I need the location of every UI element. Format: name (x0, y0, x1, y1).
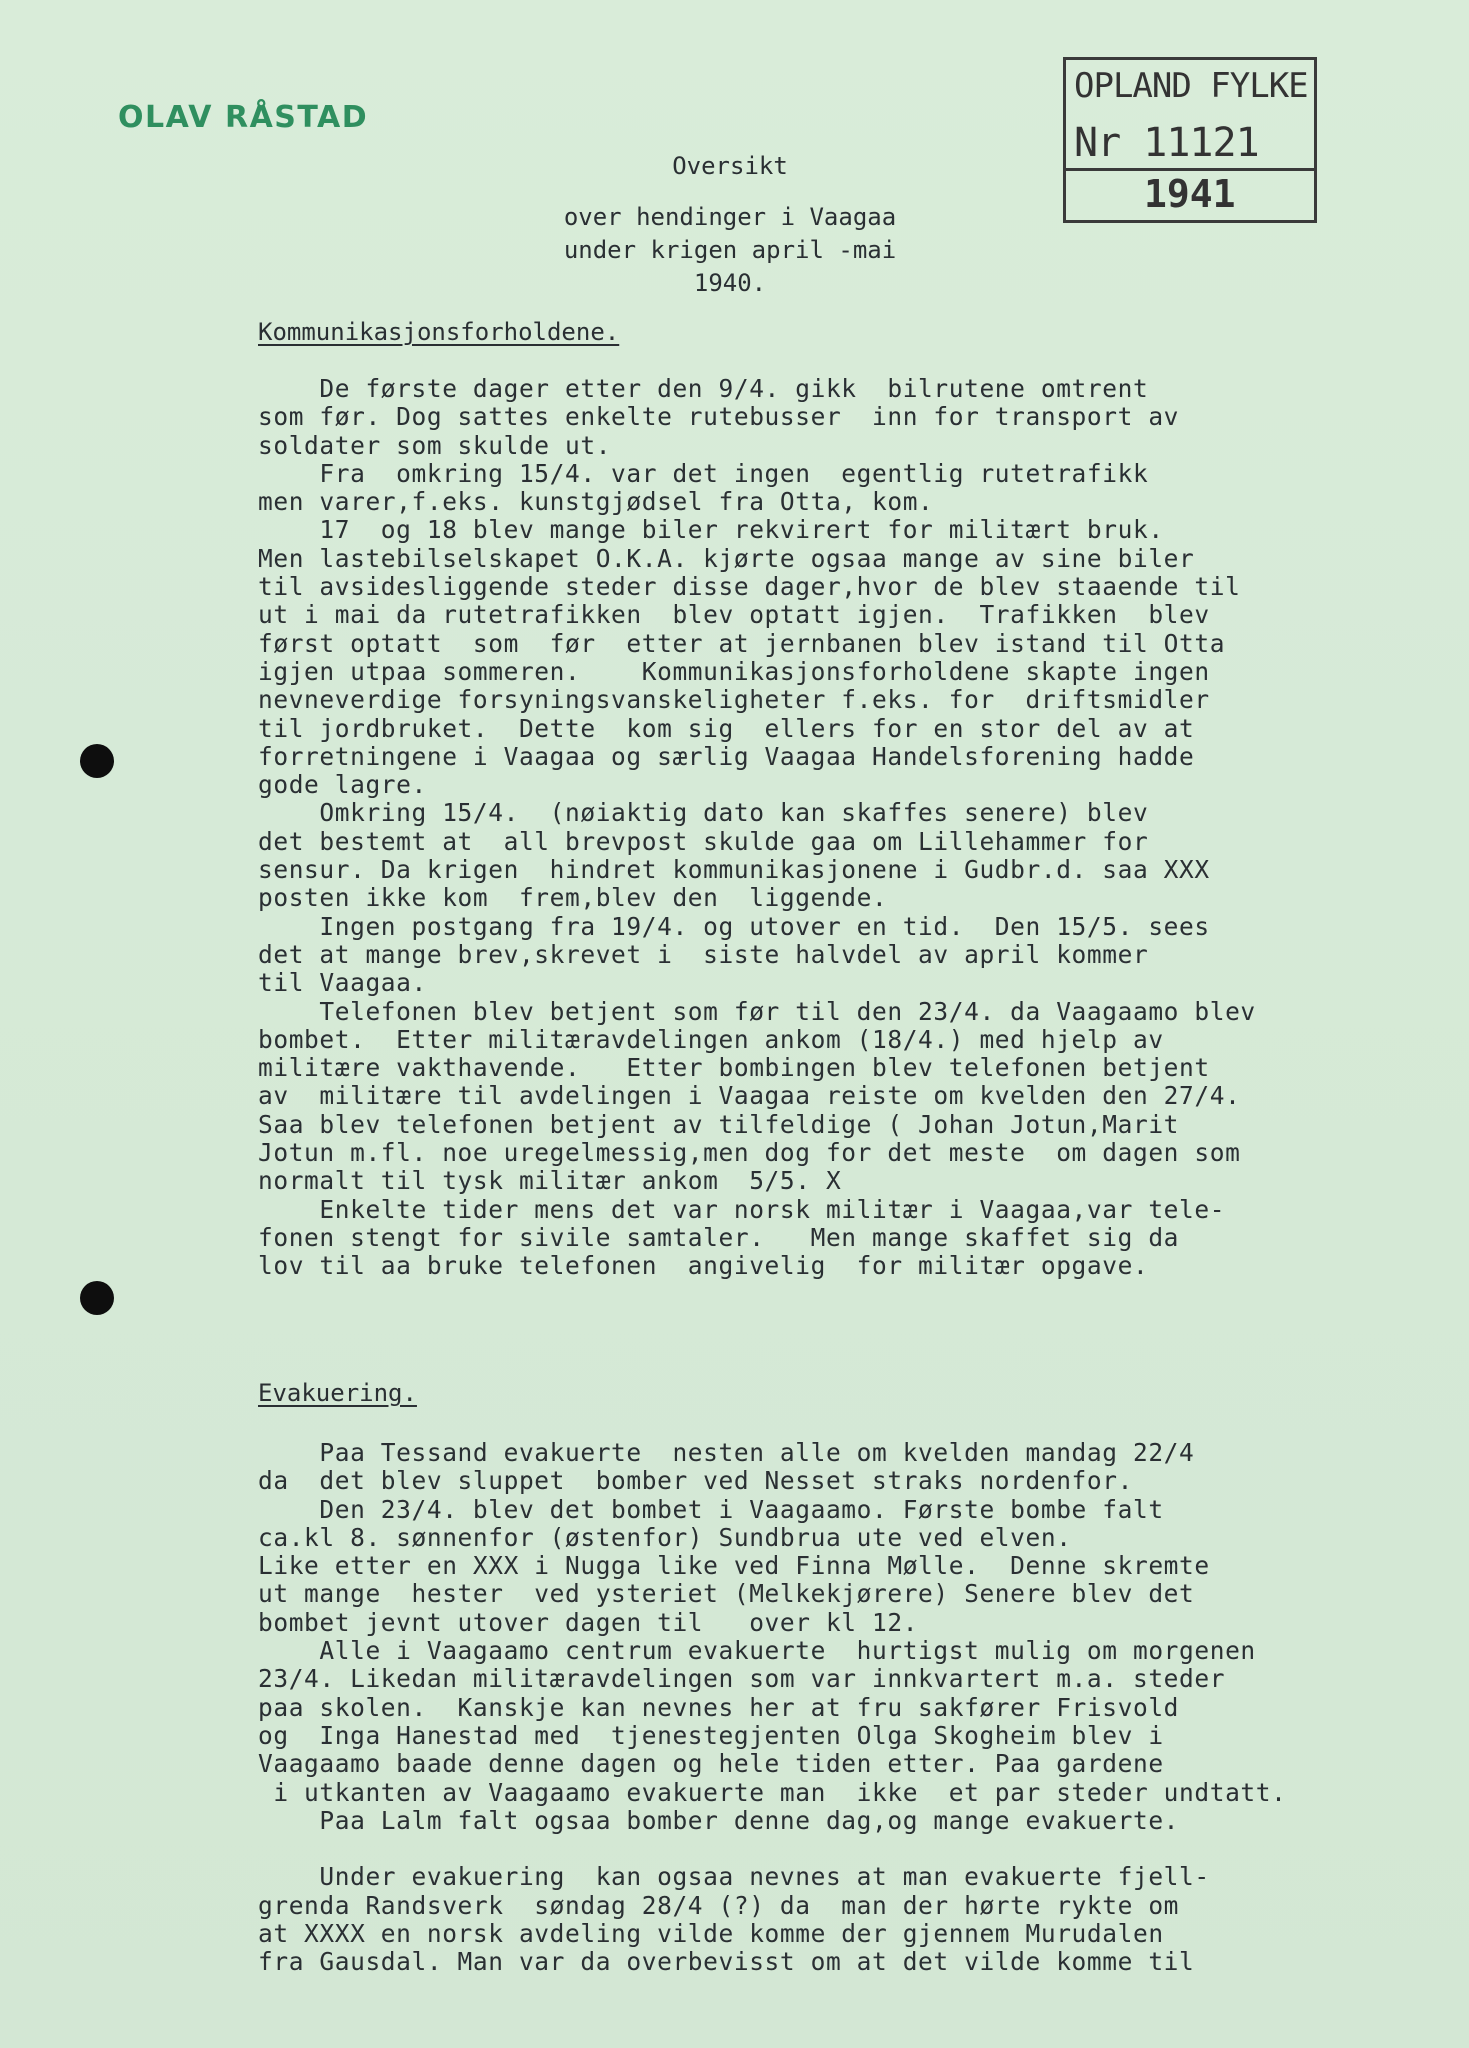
text-line: og Inga Hanestad med tjenestegjenten Olga Skogheim blev i (258, 1720, 1164, 1750)
text-line: nevneverdige forsyningsvanskeligheter f.eks. for driftsmidler (258, 685, 1210, 715)
title-line: over hendinger i Vaagaa (563, 203, 897, 231)
text-line: Paa Tessand evakuerte nesten alle om kvelden mandag 22/4 (258, 1438, 1195, 1467)
binder-hole-bottom (80, 1281, 114, 1315)
binder-hole-top (80, 744, 114, 778)
text-line: Vaagaamo baade denne dagen og hele tiden etter. Paa gardene (258, 1749, 1164, 1779)
text-line: ca.kl 8. sønnenfor (østenfor) Sundbrua ute ved elven. (258, 1522, 1072, 1552)
text-line: det at mange brev,skrevet i siste halvdel av april kommer (258, 939, 1149, 969)
text-line: i utkanten av Vaagaamo evakuerte man ikke et par steder undtatt. (258, 1777, 1287, 1807)
text-line: forretningene i Vaagaa og særlig Vaagaa Handelsforening hadde (258, 741, 1195, 771)
text-line: ut mange hester ved ysteriet (Melkekjørere) Senere blev det (258, 1579, 1195, 1609)
text-line: militære vakthavende. Etter bombingen blev telefonen betjent (258, 1053, 1210, 1083)
stamp-office: OPLAND FYLKE (1074, 66, 1308, 106)
text-line: grenda Randsverk søndag 28/4 (?) da man der hørte rykte om (258, 1890, 1180, 1920)
text-line: Telefonen blev betjent som før til den 23/4. da Vaagaamo blev (258, 996, 1256, 1026)
text-line: fra Gausdal. Man var da overbevisst om at det vilde komme til (258, 1947, 1195, 1977)
stamp-number: Nr 11121 (1074, 120, 1259, 166)
text-line: paa skolen. Kanskje kan nevnes her at fru sakfører Frisvold (258, 1692, 1180, 1722)
text-line: Men lastebilselskapet O.K.A. kjørte ogsaa mange av sine biler (258, 543, 1195, 573)
text-line: gode lagre. (258, 770, 427, 800)
text-line: det bestemt at all brevpost skulde gaa om Lillehammer for (258, 826, 1149, 856)
text-line: De første dager etter den 9/4. gikk bilrutene omtrent (258, 374, 1149, 403)
text-line: Paa Lalm falt ogsaa bomber denne dag,og mange evakuerte. (258, 1805, 1180, 1835)
text-line: 23/4. Likedan militæravdelingen som var innkvartert m.a. steder (258, 1664, 1226, 1694)
document-title (520, 150, 940, 300)
text-line: men varer,f.eks. kunstgjødsel fra Otta, kom. (258, 487, 934, 517)
text-line: ut i mai da rutetrafikken blev optatt igjen. Trafikken blev (258, 600, 1210, 630)
text-line: Alle i Vaagaamo centrum evakuerte hurtigst mulig om morgenen (258, 1636, 1256, 1666)
text-line: Jotun m.fl. noe uregelmessig,men dog for det meste om dagen som (258, 1138, 1241, 1168)
text-line: bombet jevnt utover dagen til over kl 12. (258, 1607, 919, 1637)
text-line: 17 og 18 blev mange biler rekvirert for militært bruk. (258, 515, 1164, 545)
text-line: Den 23/4. blev det bombet i Vaagaamo. Første bombe falt (258, 1494, 1164, 1524)
text-line: Saa blev telefonen betjent av tilfeldige ( Johan Jotun,Marit (258, 1109, 1180, 1139)
text-line: posten ikke kom frem,blev den liggende. (258, 883, 888, 913)
archive-stamp (1063, 57, 1317, 223)
text-line: til Vaagaa. (258, 968, 427, 998)
text-line: Like etter en XXX i Nugga like ved Finna Mølle. Denne skremte (258, 1551, 1210, 1581)
text-line: først optatt som før etter at jernbanen blev istand til Otta (258, 628, 1226, 658)
text-line: til avsidesliggende steder disse dager,hvor de blev staaende til (258, 572, 1241, 602)
section-heading-communication: Kommunikasjonsforholdene. (258, 318, 620, 346)
text-line: at XXXX en norsk avdeling vilde komme der gjennem Murudalen (258, 1919, 1164, 1949)
stamp-year: 1941 (1144, 172, 1236, 216)
section-body-communication (258, 375, 1256, 1281)
text-line: Ingen postgang fra 19/4. og utover en tid. Den 15/5. sees (258, 911, 1210, 941)
text-line: sensur. Da krigen hindret kommunikasjonene i Gudbr.d. saa XXX (258, 855, 1210, 885)
text-line: Enkelte tider mens det var norsk militær i Vaagaa,var tele- (258, 1194, 1226, 1224)
text-line: igjen utpaa sommeren. Kommunikasjonsforholdene skapte ingen (258, 656, 1210, 686)
text-line (258, 1835, 1286, 1863)
text-line: soldater som skulde ut. (258, 430, 612, 460)
title-line: Oversikt (672, 152, 788, 180)
text-line: til jordbruket. Dette kom sig ellers for en stor del av at (258, 713, 1195, 743)
text-line: normalt til tysk militær ankom 5/5. X (258, 1166, 842, 1196)
title-line: 1940. (693, 269, 767, 297)
text-line: av militære til avdelingen i Vaagaa reiste om kvelden den 27/4. (258, 1081, 1241, 1111)
text-line: Omkring 15/4. (nøiaktig dato kan skaffes senere) blev (258, 798, 1149, 828)
title-line: under krigen april -mai (563, 236, 897, 264)
text-line: bombet. Etter militæravdelingen ankom (18/4.) med hjelp av (258, 1024, 1164, 1054)
text-line: lov til aa bruke telefonen angivelig for militær opgave. (258, 1251, 1149, 1281)
section-body-evacuation (258, 1439, 1286, 1977)
text-line: Fra omkring 15/4. var det ingen egentlig rutetrafikk (258, 458, 1149, 488)
text-line: da det blev sluppet bomber ved Nesset straks nordenfor. (258, 1466, 1133, 1496)
letterhead-name: OLAV RÅSTAD (118, 100, 369, 135)
text-line: som før. Dog sattes enkelte rutebusser inn for transport av (258, 402, 1180, 432)
section-heading-evacuation: Evakuering. (258, 1379, 417, 1407)
text-line: Under evakuering kan ogsaa nevnes at man evakuerte fjell- (258, 1862, 1210, 1892)
text-line: fonen stengt for sivile samtaler. Men mange skaffet sig da (258, 1222, 1180, 1252)
stamp-divider (1066, 168, 1314, 171)
